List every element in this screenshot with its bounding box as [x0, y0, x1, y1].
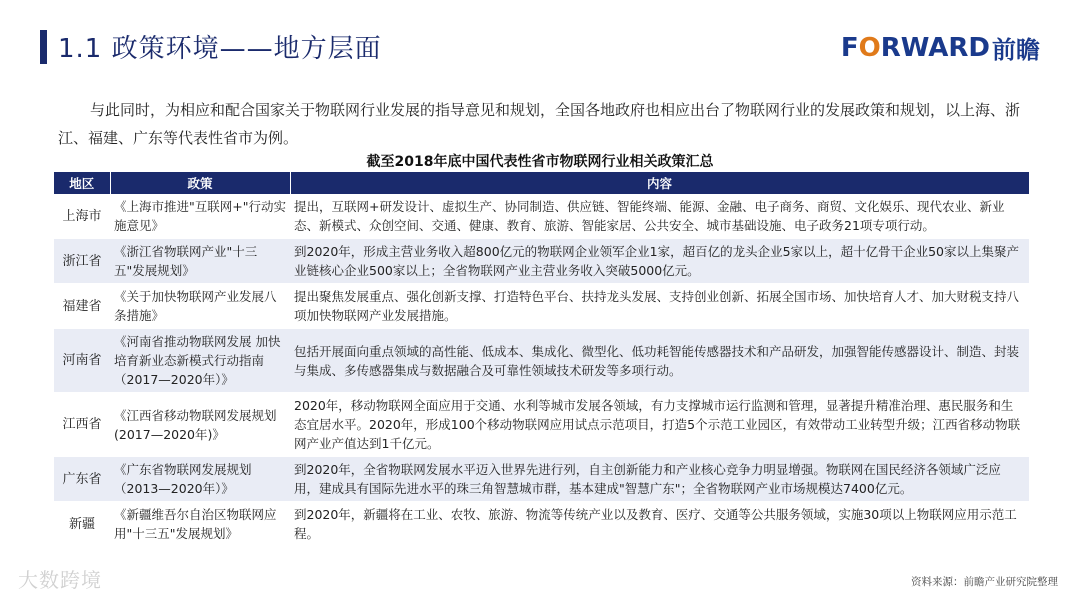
- policy-cell: 《上海市推进"互联网+"行动实施意见》: [110, 194, 290, 239]
- region-cell: 河南省: [54, 329, 110, 393]
- policy-cell: 《新疆维吾尔自治区物联网应用"十三五"发展规划》: [110, 502, 290, 547]
- policy-cell: 《广东省物联网发展规划（2013—2020年）》: [110, 457, 290, 502]
- logo-en: FORWARD: [840, 32, 990, 63]
- policy-cell: 《河南省推动物联网发展 加快培育新业态新模式行动指南（2017—2020年）》: [110, 329, 290, 393]
- watermark: 大数跨境: [18, 568, 102, 592]
- policy-cell: 《关于加快物联网产业发展八条措施》: [110, 284, 290, 329]
- header-region: 地区: [54, 172, 110, 194]
- forward-logo: [841, 30, 1040, 65]
- content-cell: 提出，互联网+研发设计、虚拟生产、协同制造、供应链、智能终端、能源、金融、电子商务、商贸、文化娱乐、现代农业、新业态、新模式、众创空间、交通、健康、教育、旅游、智能家居、公共安全、城市基础设施、电子政务21项专项行动。: [290, 194, 1029, 239]
- region-cell: 浙江省: [54, 239, 110, 284]
- region-cell: 广东省: [54, 457, 110, 502]
- table-caption: 截至2018年底中国代表性省市物联网行业相关政策汇总: [366, 154, 714, 170]
- table-row: [54, 329, 1029, 393]
- region-cell: 福建省: [54, 284, 110, 329]
- content-cell: 提出聚焦发展重点、强化创新支撑、打造特色平台、扶持龙头发展、支持创业创新、拓展全国市场、加快培育人才、加大财税支持八项加快物联网产业发展措施。: [290, 284, 1029, 329]
- header-content: 内容: [290, 172, 1029, 194]
- policy-table: [54, 172, 1030, 547]
- region-cell: 上海市: [54, 194, 110, 239]
- policy-cell: 《浙江省物联网产业"十三五"发展规划》: [110, 239, 290, 284]
- source-note: 资料来源：前瞻产业研究院整理: [911, 576, 1058, 588]
- intro-paragraph: 与此同时，为相应和配合国家关于物联网行业发展的指导意见和规划，全国各地政府也相应出台了物联网行业的发展政策和规划，以上海、浙江、福建、广东等代表性省市为例。: [58, 101, 1021, 147]
- table-row: [54, 502, 1029, 547]
- region-cell: 江西省: [54, 393, 110, 457]
- page-title: 1.1 政策环境——地方层面: [58, 34, 382, 64]
- content-cell: 到2020年，全省物联网发展水平迈入世界先进行列，自主创新能力和产业核心竞争力明显增强。物联网在国民经济各领域广泛应用，建成具有国际先进水平的珠三角智慧城市群，基本建成"智慧广东"；全省物联网产业市场规模达7400亿元。: [290, 457, 1029, 502]
- content-cell: 2020年，移动物联网全面应用于交通、水利等城市发展各领域，有力支撑城市运行监测和管理，显著提升精准治理、惠民服务和生态宜居水平。2020年，形成100个移动物联网应用试点示范项目，打造5个示范工业园区，有效带动工业转型升级；江西省移动物联网产业产值达到1千亿元。: [290, 393, 1029, 457]
- content-cell: 包括开展面向重点领域的高性能、低成本、集成化、微型化、低功耗智能传感器技术和产品研发，加强智能传感器设计、制造、封装与集成、多传感器集成与数据融合及可靠性领域技术研发等多项行动。: [290, 329, 1029, 393]
- table-row: [54, 393, 1029, 457]
- content-cell: 到2020年，新疆将在工业、农牧、旅游、物流等传统产业以及教育、医疗、交通等公共服务领域，实施30项以上物联网应用示范工程。: [290, 502, 1029, 547]
- region-cell: 新疆: [54, 502, 110, 547]
- table-row: [54, 239, 1029, 284]
- table-row: [54, 194, 1029, 239]
- table-row: [54, 457, 1029, 502]
- policy-cell: 《江西省移动物联网发展规划(2017—2020年)》: [110, 393, 290, 457]
- title-accent-bar: [40, 30, 47, 64]
- logo-cn: 前瞻: [992, 36, 1040, 64]
- header-policy: 政策: [110, 172, 290, 194]
- table-row: [54, 284, 1029, 329]
- content-cell: 到2020年，形成主营业务收入超800亿元的物联网企业领军企业1家，超百亿的龙头企业5家以上，超十亿骨干企业50家以上集聚产业链核心企业500家以上；全省物联网产业主营业务收入突破5000亿元。: [290, 239, 1029, 284]
- table-header-row: [54, 172, 1029, 194]
